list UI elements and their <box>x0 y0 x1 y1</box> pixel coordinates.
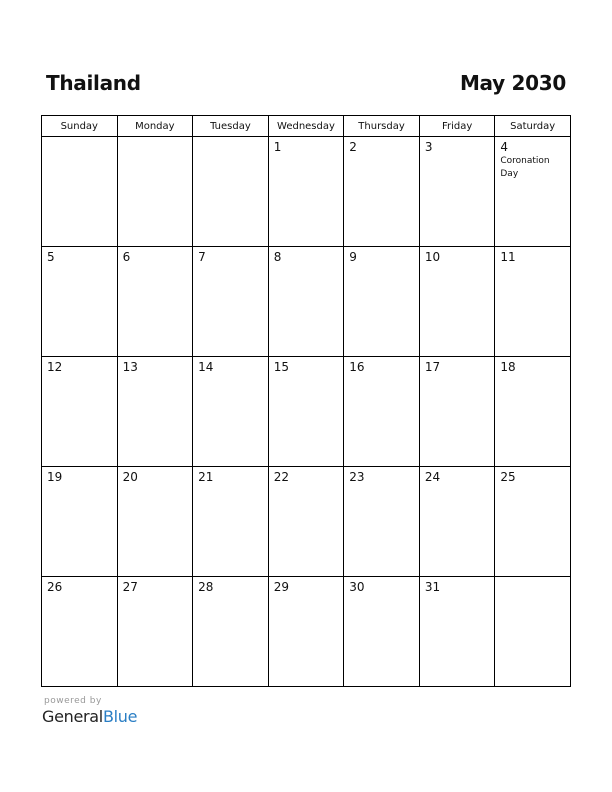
week-row <box>42 247 571 357</box>
week-row <box>42 467 571 577</box>
logo-blue-text: Blue <box>102 707 138 726</box>
day-number: 7 <box>198 250 206 264</box>
day-cell <box>42 357 118 467</box>
day-number: 28 <box>198 580 214 594</box>
day-cell <box>419 357 495 467</box>
generalblue-logo[interactable] <box>42 707 137 726</box>
day-number: 6 <box>122 250 131 264</box>
day-number: 26 <box>47 580 63 594</box>
day-number: 17 <box>424 360 441 374</box>
weekday-header: Sunday <box>42 116 118 137</box>
day-number: 21 <box>198 470 214 484</box>
day-number: 1 <box>273 140 282 154</box>
day-cell <box>419 467 495 577</box>
weekday-header: Monday <box>117 116 193 137</box>
weekday-header: Thursday <box>344 116 420 137</box>
holiday-label: Coronation Day <box>500 156 550 179</box>
day-cell <box>42 467 118 577</box>
day-cell <box>419 137 495 247</box>
empty-day-cell <box>495 577 571 687</box>
day-cell <box>193 357 269 467</box>
day-number: 8 <box>273 250 282 264</box>
day-number: 18 <box>500 360 516 374</box>
weekday-header-row <box>42 116 571 137</box>
logo-general-text: General <box>42 707 103 726</box>
day-number: 11 <box>500 250 516 264</box>
day-cell <box>344 357 420 467</box>
day-cell <box>495 357 571 467</box>
day-cell <box>193 247 269 357</box>
day-cell <box>268 247 344 357</box>
day-cell <box>419 577 495 687</box>
day-number: 10 <box>424 250 441 264</box>
weekday-header: Wednesday <box>268 116 344 137</box>
day-cell <box>117 577 193 687</box>
day-number: 15 <box>273 360 289 374</box>
day-cell <box>344 247 420 357</box>
day-number: 16 <box>349 360 365 374</box>
day-number: 13 <box>122 360 138 374</box>
week-row <box>42 357 571 467</box>
day-cell <box>344 137 420 247</box>
day-number: 12 <box>47 360 63 374</box>
day-cell <box>117 467 193 577</box>
powered-by-text: powered by <box>44 696 102 706</box>
weekday-header: Tuesday <box>193 116 269 137</box>
country-title: Thailand <box>46 71 141 95</box>
day-number: 19 <box>47 470 63 484</box>
day-number: 5 <box>47 250 55 264</box>
day-cell <box>193 467 269 577</box>
weekday-header: Friday <box>419 116 495 137</box>
day-cell <box>42 247 118 357</box>
day-number: 2 <box>349 140 357 154</box>
week-row <box>42 577 571 687</box>
day-number: 25 <box>500 470 516 484</box>
day-cell <box>495 247 571 357</box>
day-cell <box>268 137 344 247</box>
day-number: 14 <box>198 360 214 374</box>
day-number: 4 <box>500 140 509 154</box>
day-cell <box>268 467 344 577</box>
weekday-header: Saturday <box>495 116 571 137</box>
day-number: 31 <box>424 580 441 594</box>
day-cell <box>193 577 269 687</box>
day-cell <box>495 137 571 247</box>
day-number: 3 <box>424 140 433 154</box>
empty-day-cell <box>117 137 193 247</box>
day-cell <box>117 357 193 467</box>
day-cell <box>117 247 193 357</box>
day-number: 9 <box>349 250 357 264</box>
generalblue-branding <box>42 696 137 727</box>
day-number: 27 <box>122 580 138 594</box>
week-row <box>42 137 571 247</box>
day-cell <box>419 247 495 357</box>
day-number: 30 <box>349 580 365 594</box>
day-number: 20 <box>122 470 138 484</box>
month-year-title: May 2030 <box>459 71 566 95</box>
day-cell <box>268 357 344 467</box>
day-number: 22 <box>273 470 289 484</box>
day-cell <box>42 577 118 687</box>
empty-day-cell <box>193 137 269 247</box>
day-cell <box>495 467 571 577</box>
day-number: 23 <box>349 470 365 484</box>
day-cell <box>268 577 344 687</box>
day-cell <box>344 467 420 577</box>
day-number: 29 <box>273 580 289 594</box>
day-cell <box>344 577 420 687</box>
day-number: 24 <box>424 470 441 484</box>
calendar-grid <box>41 115 571 687</box>
empty-day-cell <box>42 137 118 247</box>
